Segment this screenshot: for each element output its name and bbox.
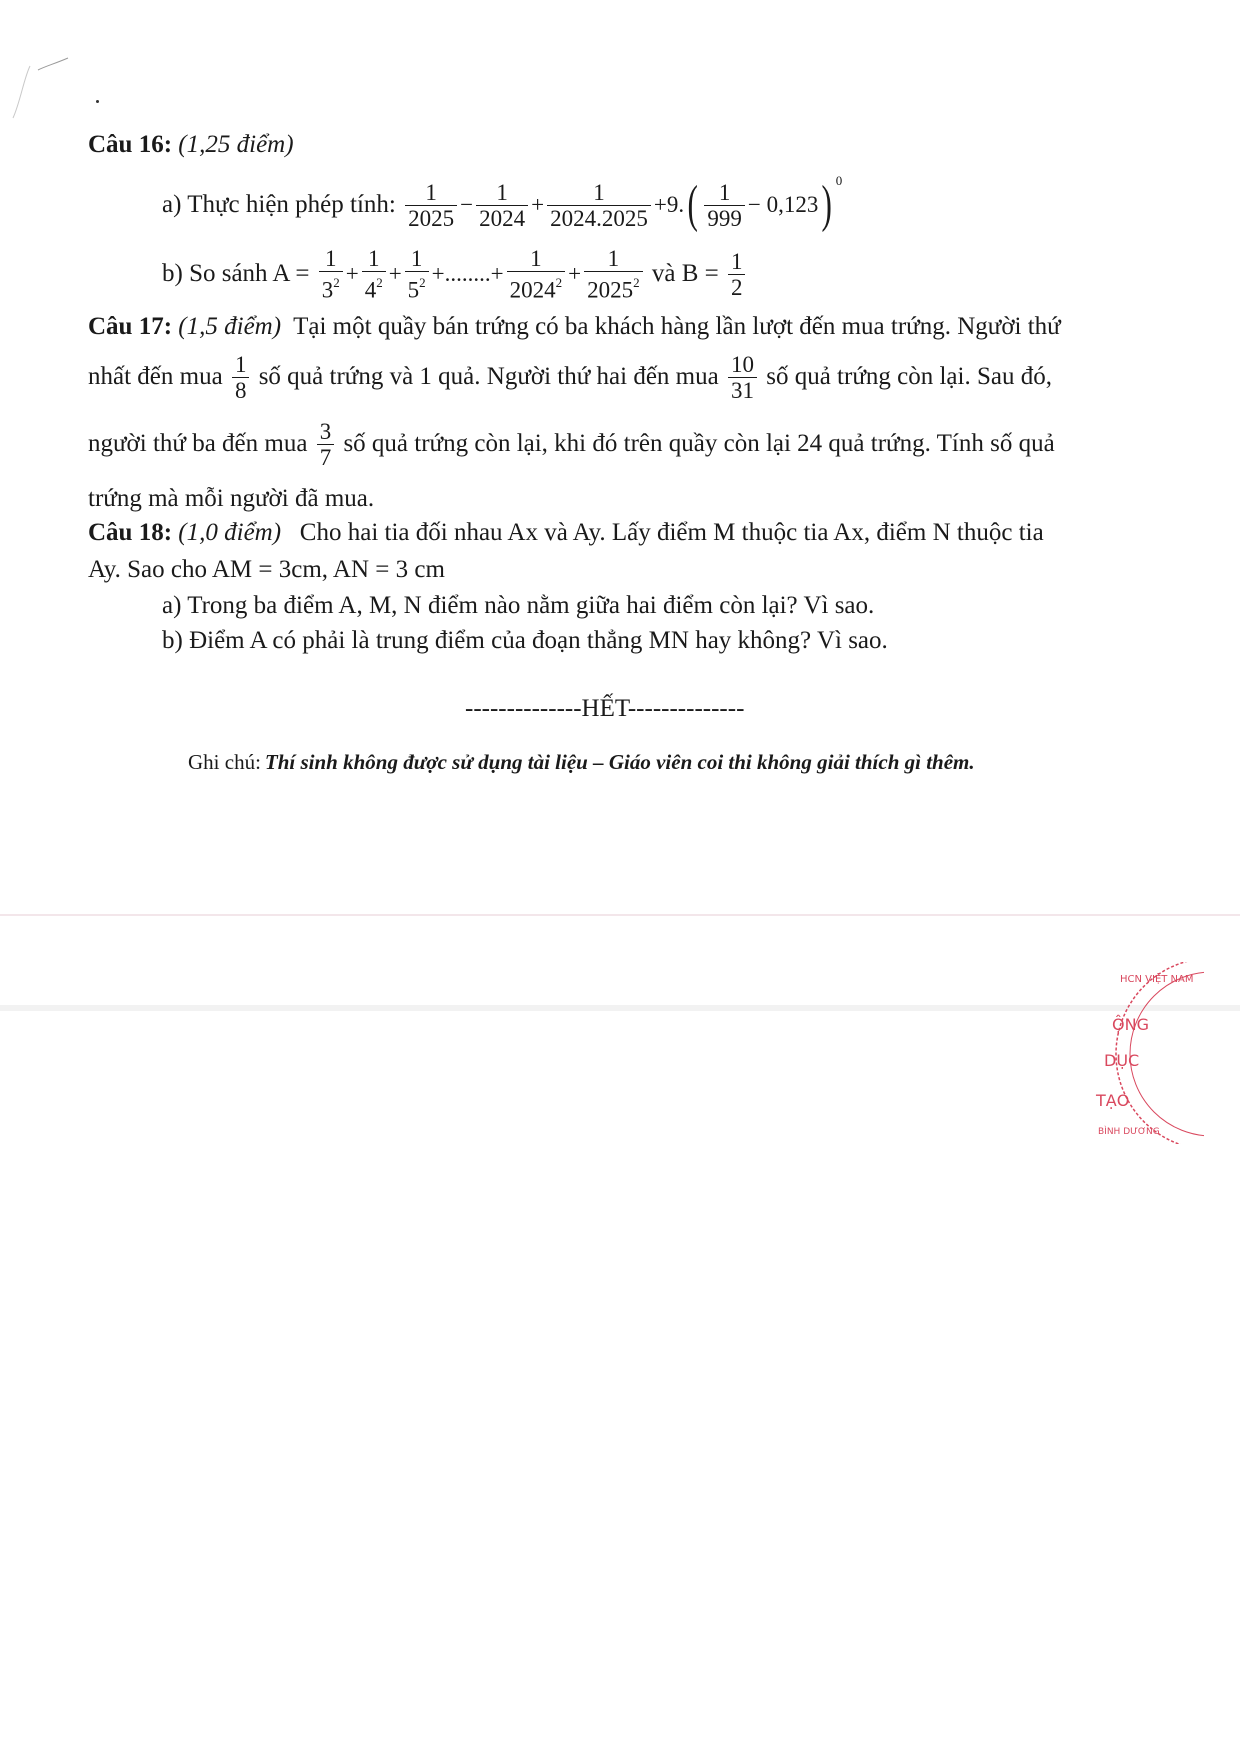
q16-b-prefix: b) So sánh A = (162, 260, 310, 287)
q17-points: (1,5 điểm) (178, 313, 282, 340)
operator: + (388, 261, 402, 286)
scan-fold-band (0, 1005, 1240, 1011)
operator: +9. (653, 192, 685, 217)
text-segment: nhất đến mua (88, 363, 223, 390)
q17-line-2 (88, 345, 1052, 409)
end-marker: --------------HẾT-------------- (465, 695, 745, 722)
q18-text: Cho hai tia đối nhau Ax và Ay. Lấy điểm M thuộc tia Ax, điểm N thuộc tia (299, 519, 1044, 546)
footnote (188, 750, 975, 775)
q18-points: (1,0 điểm) (178, 519, 282, 546)
q17-text: Tại một quầy bán trứng có ba khách hàng lần lượt đến mua trứng. Người thứ (293, 313, 1061, 340)
operator: + (568, 261, 582, 286)
fraction: $\frac{1}{2024.2025}$ (547, 180, 651, 231)
q16-a-prefix: a) Thực hiện phép tính: (162, 191, 396, 218)
q17-label: Câu 17: (88, 313, 173, 340)
q18-part-b: b) Điểm A có phải là trung điểm của đoạn thẳng MN hay không? Vì sao. (162, 627, 888, 654)
fraction: $\frac{1}{2}$ (728, 249, 746, 300)
dot-mark (96, 100, 99, 103)
scan-fold-line (0, 914, 1240, 916)
q17-line-1 (88, 312, 1061, 342)
q16-b-and: và B = (651, 260, 719, 287)
text-segment: người thứ ba đến mua (88, 430, 308, 457)
fraction: $\frac{1}{3^2}$ (319, 246, 343, 303)
fraction: $\frac{3}{7}$ (317, 419, 335, 470)
q16-part-a (162, 173, 842, 237)
fraction: $\frac{1}{2024}$ (476, 180, 528, 231)
footnote-label: Ghi chú: (188, 750, 261, 774)
q16-points: (1,25 điểm) (178, 131, 294, 158)
q16-part-b (162, 242, 748, 306)
q18-part-a: a) Trong ba điểm A, M, N điểm nào nằm giữa hai điểm còn lại? Vì sao. (162, 592, 875, 619)
q17-line-3 (88, 412, 1055, 476)
text-segment: số quả trứng còn lại, khi đó trên quầy còn lại 24 quả trứng. Tính số quả (343, 430, 1055, 457)
stamp-text-3: TẠO (1096, 1091, 1130, 1110)
operator: − (460, 192, 474, 217)
q18-line-2: Ay. Sao cho AM = 3cm, AN = 3 cm (88, 556, 445, 583)
text-segment: số quả trứng còn lại. Sau đó, (766, 363, 1052, 390)
footnote-text: Thí sinh không được sử dụng tài liệu – Giáo viên coi thi không giải thích gì thêm. (264, 750, 975, 774)
right-paren: ) (821, 176, 833, 233)
fraction: $\frac{1}{2025}$ (405, 180, 457, 231)
left-paren: ( (687, 176, 698, 233)
q16-label: Câu 16: (88, 131, 173, 158)
q16-heading (88, 130, 294, 160)
official-stamp-icon (1092, 962, 1204, 1144)
operator: + (531, 192, 545, 217)
fraction: $\frac{1}{999}$ (704, 180, 745, 231)
stamp-text-1: ỘNG (1112, 1015, 1149, 1034)
fraction: $\frac{1}{8}$ (232, 352, 250, 403)
operator: − 0,123 (747, 192, 819, 217)
exponent: 0 (835, 173, 843, 188)
stamp-arc-top: HCN VIỆT NAM (1120, 974, 1194, 985)
fraction: $\frac{10}{31}$ (728, 352, 757, 403)
stamp-text-2: DỤC (1104, 1051, 1140, 1070)
operator: +........+ (431, 261, 504, 286)
operator: + (345, 261, 359, 286)
q18-label: Câu 18: (88, 519, 173, 546)
stamp-arc-bottom: BÌNH DƯƠNG (1098, 1127, 1160, 1137)
q17-line-4: trứng mà mỗi người đã mua. (88, 485, 375, 512)
fraction: $\frac{1}{2024^2}$ (507, 246, 566, 303)
text-segment: số quả trứng và 1 quả. Người thứ hai đến mua (258, 363, 719, 390)
scan-mark-icon (8, 48, 88, 128)
fraction: $\frac{1}{2025^2}$ (584, 246, 643, 303)
q18-line-1 (88, 518, 1044, 548)
fraction: $\frac{1}{5^2}$ (405, 246, 429, 303)
fraction: $\frac{1}{4^2}$ (362, 246, 386, 303)
